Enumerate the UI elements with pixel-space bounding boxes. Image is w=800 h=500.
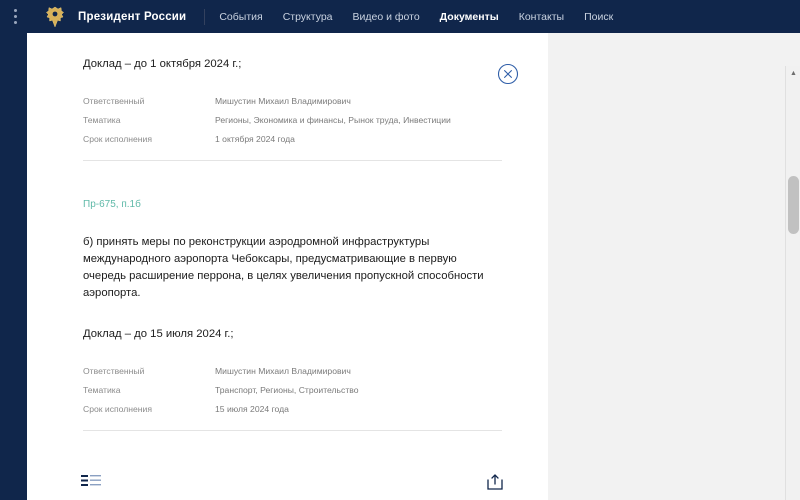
nav-item-events[interactable]: События	[219, 10, 263, 23]
meta-key: Ответственный	[83, 366, 145, 376]
nav-item-documents[interactable]: Документы	[439, 10, 499, 23]
meta-key: Срок исполнения	[83, 404, 152, 414]
report-deadline-2: Доклад – до 15 июля 2024 г.;	[83, 328, 234, 340]
spacer	[83, 161, 502, 194]
table-row	[83, 115, 502, 134]
metadata-table-2	[83, 366, 502, 423]
meta-value: Транспорт, Регионы, Строительство	[215, 385, 359, 395]
meta-value: 1 октября 2024 года	[215, 134, 295, 144]
table-row	[83, 366, 502, 385]
main-nav	[219, 11, 613, 23]
document-content	[27, 33, 548, 500]
russian-coat-of-arms-icon[interactable]	[40, 0, 70, 33]
meta-key: Ответственный	[83, 96, 145, 106]
nav-item-search[interactable]: Поиск	[584, 10, 614, 23]
chevron-up-icon[interactable]: ▲	[790, 70, 797, 77]
meta-value: Мишустин Михаил Владимирович	[215, 96, 351, 106]
meta-key: Тематика	[83, 115, 121, 125]
meta-value: Мишустин Михаил Владимирович	[215, 366, 351, 376]
header-divider	[204, 9, 205, 25]
metadata-table-1	[83, 96, 502, 153]
kebab-menu-icon[interactable]	[2, 0, 28, 33]
clause-anchor-1b[interactable]: Пр-675, п.1б	[83, 199, 141, 210]
site-header	[0, 0, 800, 33]
nav-item-structure[interactable]: Структура	[282, 10, 333, 23]
table-row	[83, 404, 502, 423]
meta-key: Срок исполнения	[83, 134, 152, 144]
table-row	[83, 96, 502, 115]
meta-value: Регионы, Экономика и финансы, Рынок труда, Инвестиции	[215, 115, 451, 125]
scrollbar-thumb[interactable]	[788, 176, 799, 234]
clause-text-1b: б) принять меры по реконструкции аэродромной инфраструктуры международного аэропорта Чебоксары, предусматривающие в первую очередь расширение перрона, в целях увеличения пропускной способности аэропорта.	[83, 236, 484, 299]
text-list-icon[interactable]	[81, 474, 101, 490]
left-rail	[0, 33, 27, 500]
meta-key: Тематика	[83, 385, 121, 395]
table-row	[83, 385, 502, 404]
nav-item-video-photo[interactable]: Видео и фото	[352, 10, 420, 23]
spacer	[83, 431, 502, 464]
table-row	[83, 134, 502, 153]
nav-item-contacts[interactable]: Контакты	[518, 10, 565, 23]
meta-value: 15 июля 2024 года	[215, 404, 289, 414]
vertical-scrollbar[interactable]	[785, 66, 800, 500]
close-circle-icon[interactable]	[497, 63, 519, 85]
report-deadline-1: Доклад – до 1 октября 2024 г.;	[83, 58, 242, 70]
site-title: Президент России	[78, 10, 187, 23]
page-body	[0, 33, 800, 500]
document-toolbar	[27, 462, 548, 500]
share-export-icon[interactable]	[486, 473, 504, 491]
document-sheet	[27, 33, 548, 500]
